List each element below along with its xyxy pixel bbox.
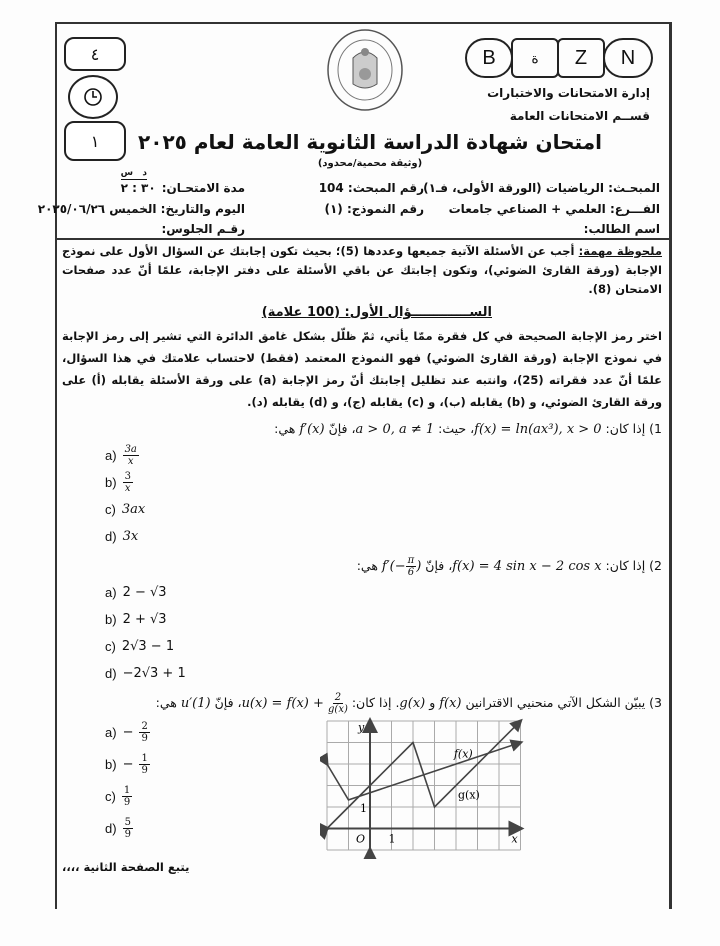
option-label: c) xyxy=(105,639,116,654)
duration-value-wrap xyxy=(120,168,156,195)
option-value: 2 + √3 xyxy=(122,612,167,627)
q-text: . إذا كان: xyxy=(347,695,400,710)
question-2 xyxy=(62,554,662,579)
q-math: a > 0, a ≠ 1 xyxy=(355,422,435,437)
fraction-denominator: 6 xyxy=(407,567,415,578)
q-math: g(x) xyxy=(399,696,426,711)
code-letter: Z xyxy=(574,46,588,69)
exam-date: اليوم والتاريخ: الخميس ٢٠٢٥/٠٦/٢٦ xyxy=(37,202,245,216)
option-2c[interactable] xyxy=(62,633,662,660)
graph-grid xyxy=(327,721,521,850)
x-tick-label: 1 xyxy=(388,832,396,846)
fraction-denominator: 9 xyxy=(124,828,131,840)
q-math: f(x) = ln(ax³), x > 0 xyxy=(474,422,602,437)
q-math: u′(1) xyxy=(180,696,211,711)
classification: (وثيقة محمية/محدود) xyxy=(317,158,423,169)
option-label: a) xyxy=(105,448,117,463)
note-text: أجب عن الأسئلة الآتية جميعها وعددها (5)؛ بحيث تكون إجابتك عن السؤال الأول على نموذج الإجابة (ورقة القارئ الضوئي)، وتكون إجابتك عن باقي الأسئلة على دفتر الإجابة، علمًا أنّ عدد صفحات الامتحان (8). xyxy=(62,244,662,296)
option-sign: − xyxy=(122,724,134,740)
q-text: هي: xyxy=(155,695,181,710)
option-label: d) xyxy=(105,820,117,836)
q-math: f(x) = 4 sin x − 2 cos x xyxy=(452,559,602,574)
option-2b[interactable] xyxy=(62,606,662,633)
option-label: b) xyxy=(105,475,117,490)
q-text: 2) إذا كان: xyxy=(601,558,662,573)
student-name-field: اسم الطالب: xyxy=(583,222,660,236)
option-value: 3x xyxy=(122,529,139,544)
option-value: 2 − √3 xyxy=(122,585,167,600)
option-sign: − xyxy=(122,756,134,772)
option-2d[interactable] xyxy=(62,660,662,687)
department-name: إدارة الامتحانات والاختبارات xyxy=(487,86,650,100)
code-letter: N xyxy=(620,46,636,69)
important-note xyxy=(62,242,662,299)
fraction-numerator: 5 xyxy=(124,816,131,828)
q-text: هي: xyxy=(274,421,300,436)
q-text: ، فإنّ xyxy=(421,558,453,573)
option-label: a) xyxy=(105,724,117,740)
question-heading: الســـــــــــــؤال الأول: (100 علامة) xyxy=(261,305,492,320)
option-label: b) xyxy=(105,756,117,772)
option-label: c) xyxy=(105,502,116,517)
option-value: −2√3 + 1 xyxy=(122,666,186,681)
option-label: c) xyxy=(105,788,116,804)
page-number: ٤ xyxy=(90,44,100,64)
seat-number-field: رقـم الجلوس: xyxy=(161,222,245,236)
question-3 xyxy=(62,691,662,716)
duration-value: ٣٠ : ٢ xyxy=(120,181,156,195)
fraction-numerator: 2 xyxy=(141,720,148,732)
fraction-numerator: 1 xyxy=(141,752,148,764)
q-math-part: f′(− xyxy=(381,558,406,574)
continue-note: يتبع الصفحة الثانية ،،،، xyxy=(62,860,190,874)
code-letter: ة xyxy=(531,49,539,66)
q-math: f′(x) xyxy=(299,422,325,437)
option-2a[interactable] xyxy=(62,579,662,606)
exam-duration xyxy=(120,168,245,195)
code-box-1 xyxy=(465,38,513,78)
q-math: f(x) xyxy=(439,696,462,711)
clock-box xyxy=(68,75,118,119)
fraction-denominator: x xyxy=(127,456,134,467)
q-math-part: ) xyxy=(416,558,422,574)
duration-units: د س xyxy=(120,168,147,178)
y-axis-label: y xyxy=(358,721,365,734)
q-text: 3) يبيّن الشكل الآتي منحنيي الاقترانين xyxy=(461,695,662,710)
fraction-denominator: x xyxy=(124,483,131,494)
q-math-part: u(x) = f(x) + xyxy=(241,695,329,711)
instructions: اختر رمز الإجابة الصحيحة في كل فقرة ممّا يأتي، ثمّ ظلّل بشكل غامق الدائرة التي تشير إلى رمز الإجابة في نموذج الإجابة (ورقة القارئ الضوئي) فهو النموذج المعتمد (فقط) لاحتساب علامتك في هذا السؤال، علمًا أنّ عدد فقراته (25)، وانتبه عند تظليل إجابتك أنّ رمز الإجابة (a) على ورقة الأسئلة يقابله (أ) على ورقة القارئ الضوئي، و (b) يقابله (ب)، و (c) يقابله (ج)، و (d) يقابله (د). xyxy=(62,329,662,409)
y-tick-label: 1 xyxy=(360,802,367,815)
x-axis-label: x xyxy=(511,832,518,846)
q-math xyxy=(242,692,348,716)
exam-body xyxy=(62,242,662,874)
f-label: f(x) xyxy=(453,747,473,761)
code-box-4 xyxy=(603,38,653,78)
note-label: ملحوظة مهمة: xyxy=(578,244,662,258)
code-box-2 xyxy=(511,38,559,78)
ministry-seal-logo xyxy=(325,28,405,112)
option-label: d) xyxy=(105,666,117,681)
option-label: a) xyxy=(105,585,117,600)
q-text: ، فإنّ xyxy=(210,695,242,710)
page-number-box xyxy=(64,37,126,71)
fraction-denominator: 9 xyxy=(141,732,148,744)
option-label: d) xyxy=(105,529,117,544)
question-1 xyxy=(62,417,662,442)
option-1b[interactable] xyxy=(62,469,662,496)
q-math xyxy=(382,555,421,579)
q-text: ، حيث: xyxy=(434,421,475,436)
fraction-numerator: 3 xyxy=(124,471,131,482)
question-2-options xyxy=(62,579,662,687)
subject-code: رقم المبحث: 104 xyxy=(318,181,424,195)
code-letter: B xyxy=(482,46,496,69)
fraction-denominator: g(x) xyxy=(328,704,348,715)
option-value: 2√3 − 1 xyxy=(121,639,175,654)
option-1a[interactable] xyxy=(62,442,662,469)
q-text: و xyxy=(425,695,440,710)
q-text: هي: xyxy=(356,558,382,573)
fraction-numerator: π xyxy=(407,555,415,566)
subject: المبحـث: الرياضيات (الورقة الأولى، فـ١) xyxy=(423,181,660,195)
question-3-options xyxy=(62,716,662,856)
origin-label: O xyxy=(356,832,366,846)
section-name: قســم الامتحانات العامة xyxy=(509,109,650,123)
option-label: b) xyxy=(105,612,117,627)
code-box-3 xyxy=(557,38,605,78)
fraction-numerator: 2 xyxy=(334,692,342,703)
branch: الفـــرع: العلمي + الصناعي جامعات xyxy=(448,202,660,216)
sheet-number-box xyxy=(64,121,126,161)
header-divider xyxy=(55,238,670,240)
fraction-denominator: 9 xyxy=(123,796,131,808)
option-value: 3ax xyxy=(121,502,146,517)
fraction-denominator: 9 xyxy=(141,764,148,776)
g-curve xyxy=(327,721,521,829)
option-1c[interactable] xyxy=(62,496,662,523)
option-1d[interactable] xyxy=(62,523,662,550)
duration-label: مدة الامتحـان: xyxy=(161,181,245,195)
q-text: 1) إذا كان: xyxy=(601,421,662,436)
model-number: رقم النموذج: (١) xyxy=(324,202,424,216)
sheet-number: ١ xyxy=(90,131,100,151)
clock-icon xyxy=(83,87,103,107)
q-text: ، فإنّ xyxy=(324,421,356,436)
g-label: g(x) xyxy=(458,788,480,802)
fraction-numerator: 1 xyxy=(123,784,131,796)
fraction-numerator: 3a xyxy=(124,444,137,455)
exam-title: امتحان شهادة الدراسة الثانوية العامة لعام ٢٠٢٥ xyxy=(138,130,602,154)
function-graph xyxy=(320,714,530,859)
question-1-options xyxy=(62,442,662,550)
